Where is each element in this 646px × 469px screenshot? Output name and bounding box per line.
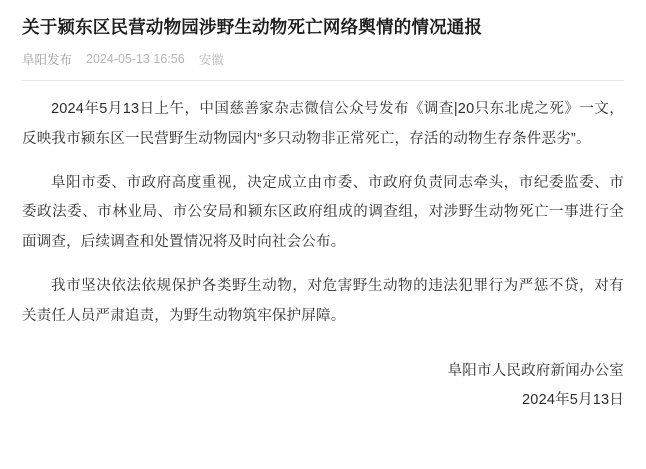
article-signature (22, 357, 624, 415)
article-meta (22, 50, 624, 81)
article-paragraph: 我市坚决依法依规保护各类野生动物，对危害野生动物的违法犯罪行为严惩不贷，对有关责任人员严肃追责，为野生动物筑牢保护屏障。 (22, 277, 624, 324)
signature-organization: 阜阳市人民政府新闻办公室 (447, 363, 624, 380)
signature-date: 2024年5月13日 (522, 392, 624, 409)
meta-region: 安徽 (198, 53, 224, 68)
article-paragraph: 阜阳市委、市政府高度重视，决定成立由市委、市政府负责同志牵头，市纪委监委、市委政法委、市林业局、市公安局和颍东区政府组成的调查组，对涉野生动物死亡一事进行全面调查，后续调查和处置情况将及时向社会公布。 (22, 174, 624, 251)
page-title: 关于颍东区民营动物园涉野生动物死亡网络舆情的情况通报 (22, 17, 483, 37)
article-body (22, 81, 624, 331)
article-paragraph: 2024年5月13日上午，中国慈善家杂志微信公众号发布《调查|20只东北虎之死》一文，反映我市颍东区一民营野生动物园内“多只动物非正常死亡，存活的动物生存条件恶劣”。 (22, 101, 624, 147)
meta-timestamp: 2024-05-13 16:56 (86, 52, 185, 67)
meta-source: 阜阳发布 (22, 53, 73, 68)
